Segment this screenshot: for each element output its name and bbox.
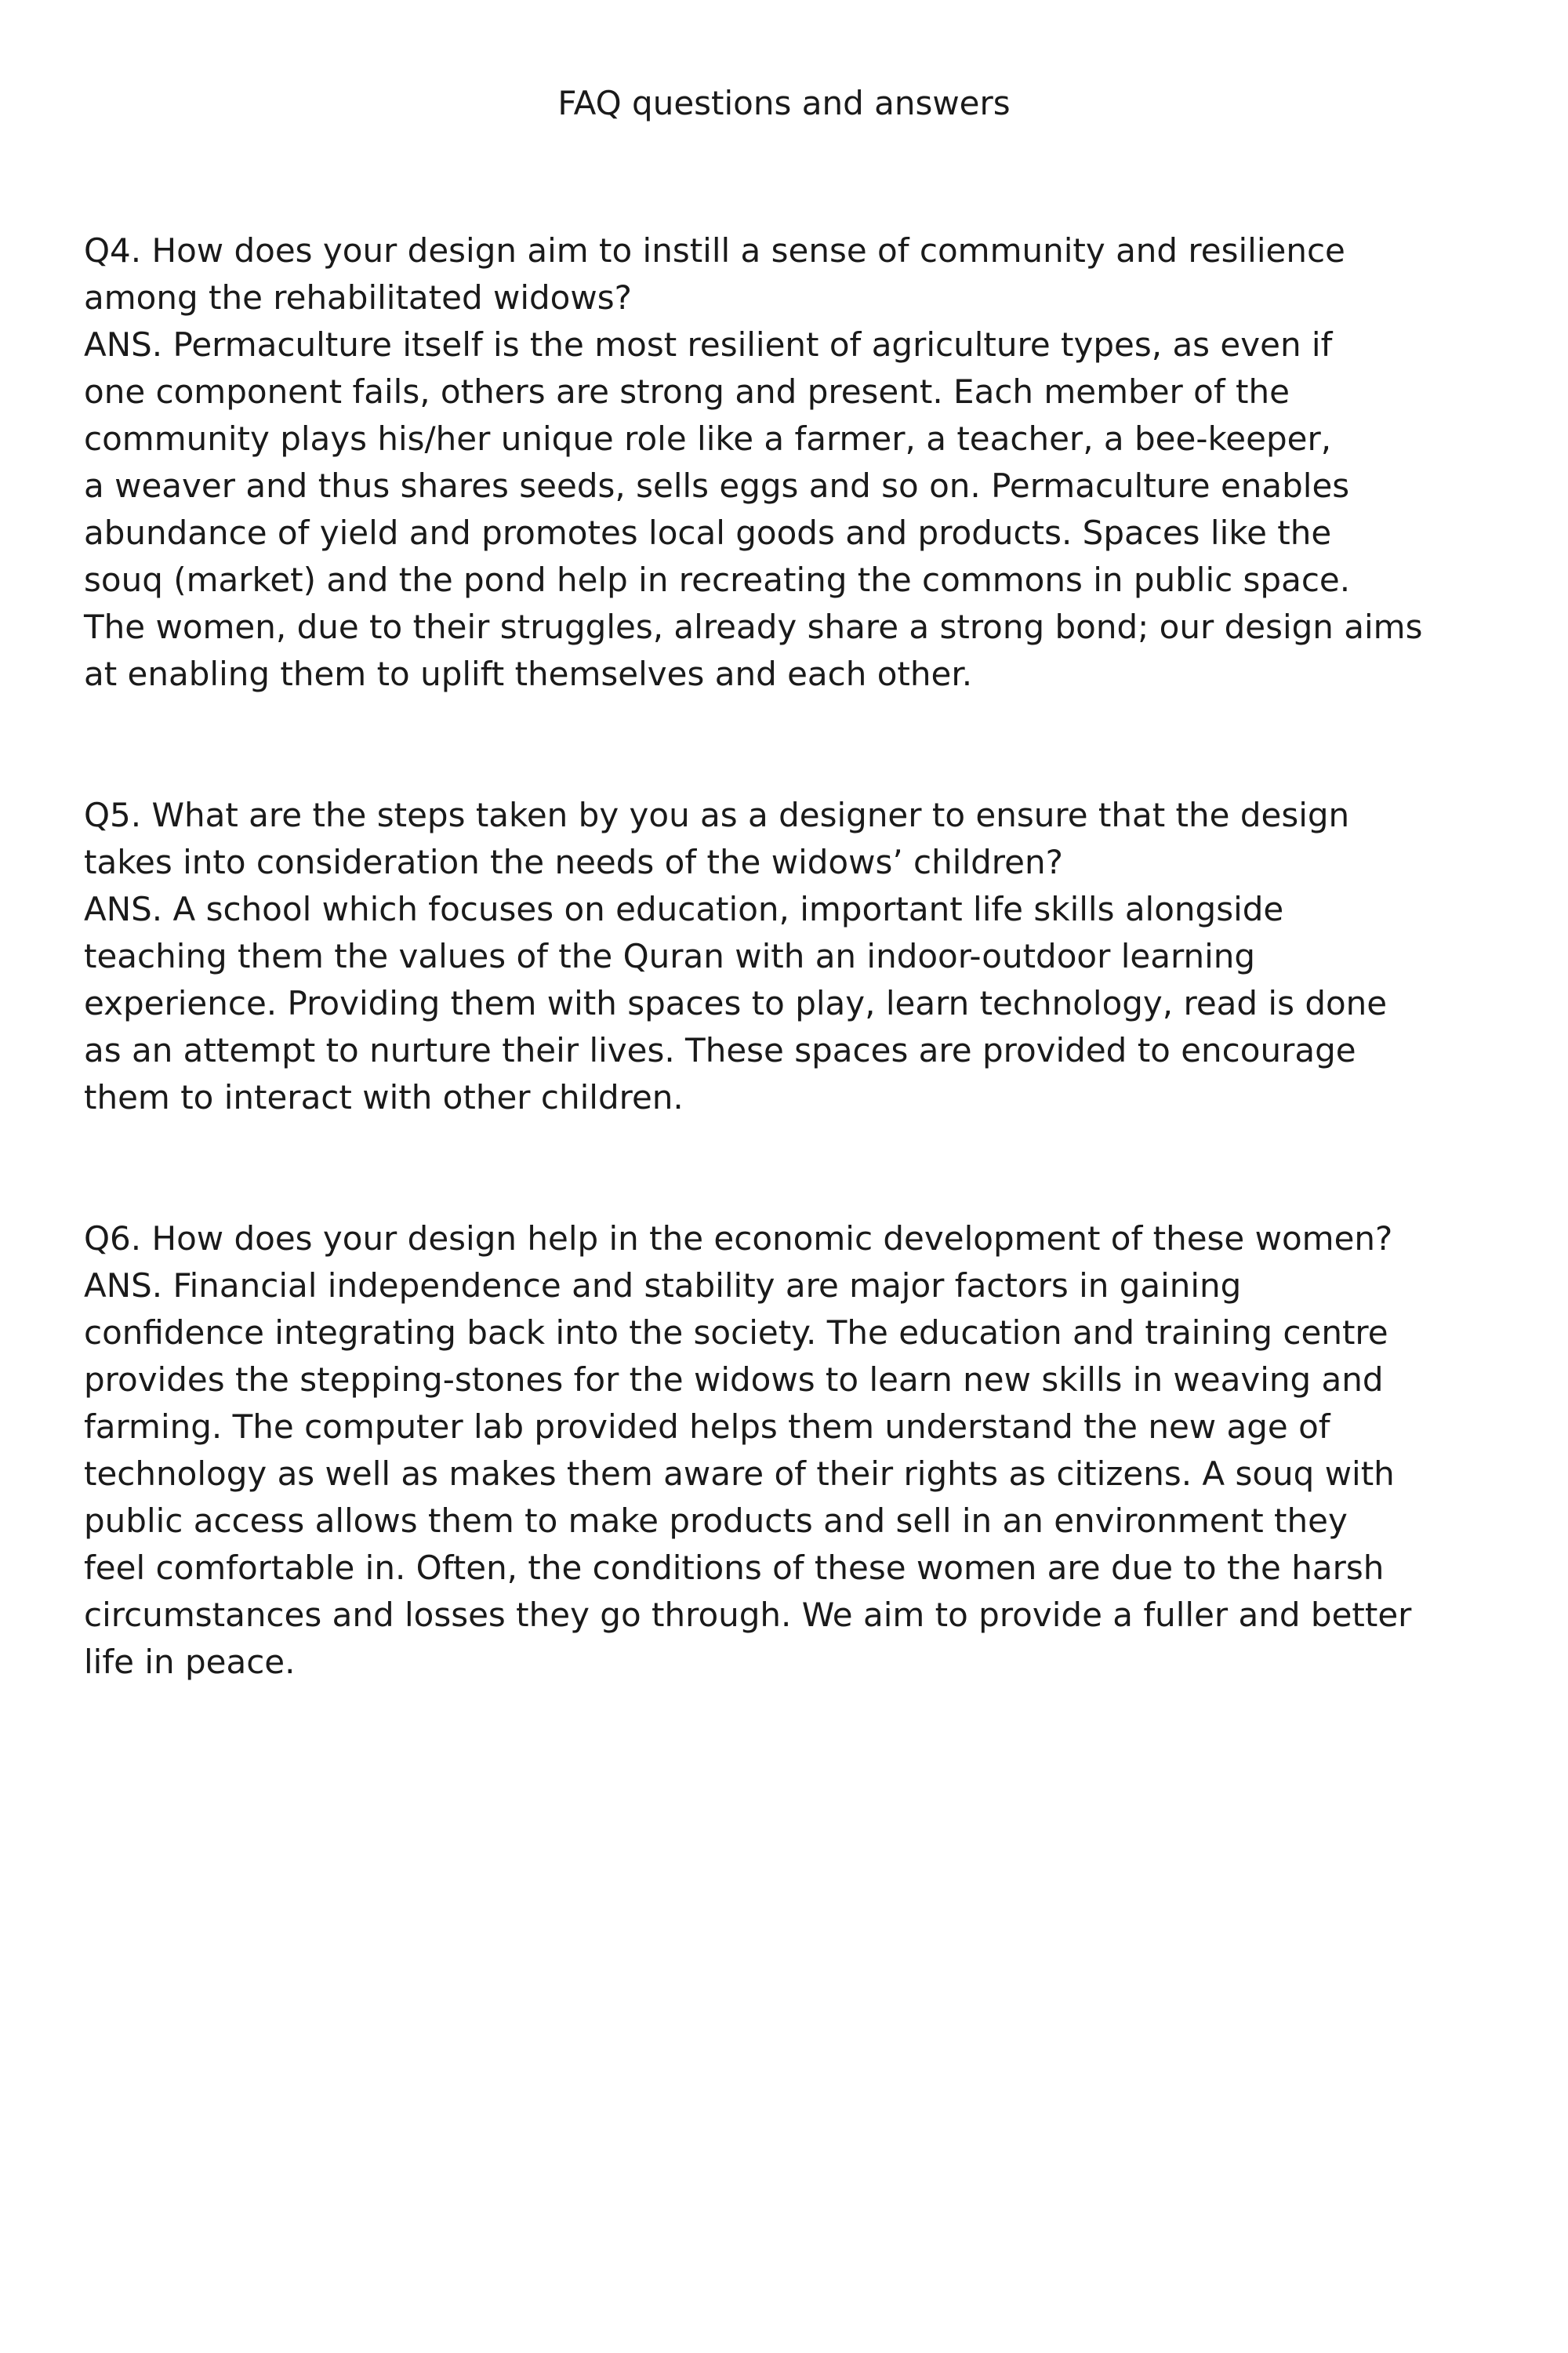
- faq-line: The women, due to their struggles, already share a strong bond; our design aims: [84, 608, 1423, 646]
- faq-item-q6: [84, 1215, 1495, 1686]
- faq-line: at enabling them to uplift themselves and each other.: [84, 655, 973, 693]
- faq-line: one component fails, others are strong and present. Each member of the: [84, 372, 1290, 411]
- faq-line: Q5. What are the steps taken by you as a designer to ensure that the design: [84, 796, 1350, 834]
- faq-line: community plays his/her unique role like a farmer, a teacher, a bee-keeper,: [84, 419, 1332, 458]
- faq-line: ANS. Permaculture itself is the most resilient of agriculture types, as even if: [84, 325, 1333, 364]
- faq-line: circumstances and losses they go through. We aim to provide a fuller and better: [84, 1596, 1412, 1634]
- faq-line: experience. Providing them with spaces to play, learn technology, read is done: [84, 984, 1388, 1022]
- faq-line: takes into consideration the needs of the widows’ children?: [84, 843, 1063, 881]
- faq-line: teaching them the values of the Quran with an indoor-outdoor learning: [84, 937, 1256, 975]
- faq-line: technology as well as makes them aware of their rights as citizens. A souq with: [84, 1454, 1395, 1493]
- faq-line: a weaver and thus shares seeds, sells eggs and so on. Permaculture enables: [84, 467, 1350, 505]
- faq-line: provides the stepping-stones for the widows to learn new skills in weaving and: [84, 1360, 1384, 1399]
- faq-item-q4: [84, 227, 1495, 698]
- faq-line: souq (market) and the pond help in recreating the commons in public space.: [84, 561, 1351, 599]
- faq-item-q5: [84, 792, 1495, 1121]
- faq-line: life in peace.: [84, 1643, 296, 1681]
- faq-line: them to interact with other children.: [84, 1078, 684, 1117]
- faq-line: Q4. How does your design aim to instill a sense of community and resilience: [84, 231, 1345, 270]
- faq-line: ANS. Financial independence and stability are major factors in gaining: [84, 1266, 1242, 1305]
- faq-line: as an attempt to nurture their lives. These spaces are provided to encourage: [84, 1031, 1356, 1069]
- page-title: FAQ questions and answers: [557, 84, 1011, 122]
- faq-line: public access allows them to make products and sell in an environment they: [84, 1501, 1348, 1540]
- faq-line: among the rehabilitated widows?: [84, 278, 632, 317]
- faq-line: feel comfortable in. Often, the conditions of these women are due to the harsh: [84, 1549, 1385, 1587]
- faq-line: Q6. How does your design help in the economic development of these women?: [84, 1219, 1393, 1258]
- faq-line: farming. The computer lab provided helps them understand the new age of: [84, 1407, 1330, 1446]
- faq-line: confidence integrating back into the society. The education and training centre: [84, 1313, 1388, 1352]
- faq-line: abundance of yield and promotes local goods and products. Spaces like the: [84, 514, 1332, 552]
- faq-line: ANS. A school which focuses on education, important life skills alongside: [84, 890, 1284, 928]
